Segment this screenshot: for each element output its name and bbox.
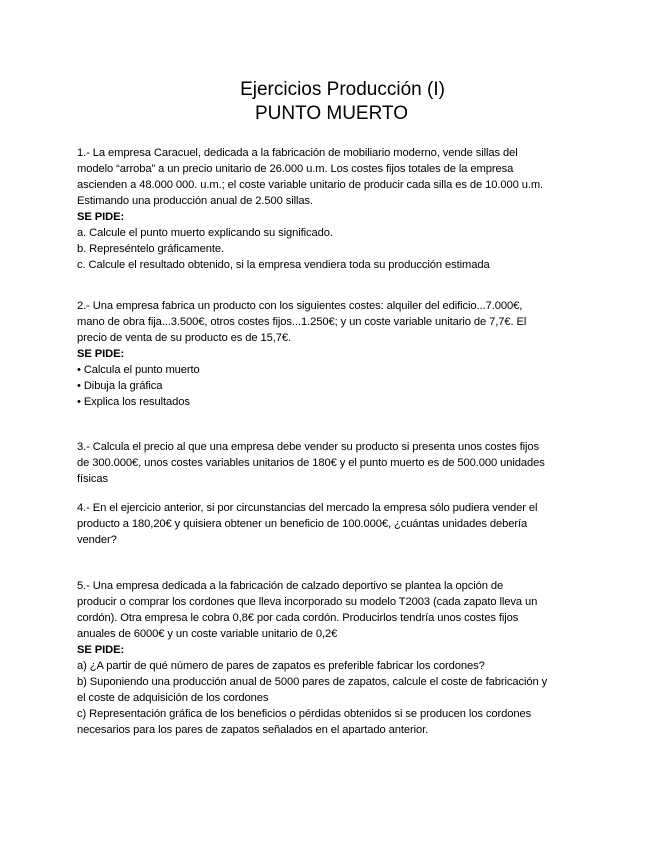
exercise-3: [77, 439, 587, 487]
exercise-2-line: 2.- Una empresa fabrica un producto con los siguientes costes: alquiler del edificio...7.000€,: [77, 300, 523, 312]
exercise-1-se-pide: SE PIDE:: [77, 211, 125, 223]
exercise-2-line: mano de obra fija...3.500€, otros costes fijos...1.250€; y un coste variable unitario de 7,7€. El: [77, 316, 527, 328]
exercise-4-line: producto a 180,20€ y quisiera obtener un beneficio de 100.000€, ¿cuántas unidades debería: [77, 518, 528, 530]
exercise-5-line: 5.- Una empresa dedicada a la fabricación de calzado deportivo se plantea la opción de: [77, 580, 504, 592]
exercise-5-line: cordón). Otra empresa le cobra 0,8€ por cada cordón. Producirlos tendría unos costes fijos: [77, 612, 519, 624]
title-line-1: Ejercicios Producción (I): [240, 79, 445, 100]
exercise-1-line: 1.- La empresa Caracuel, dedicada a la fabricación de mobiliario moderno, vende sillas del: [77, 147, 518, 159]
exercise-1-line: ascienden a 48.000 000. u.m.; el coste variable unitario de producir cada silla es de 10.000 u.m.: [77, 179, 544, 191]
exercise-1-line: modelo “arroba” a un precio unitario de 26.000 u.m. Los costes fijos totales de la empresa: [77, 163, 514, 175]
exercise-1-item-a: a. Calcule el punto muerto explicando su significado.: [77, 227, 333, 239]
exercise-5-item: el coste de adquisición de los cordones: [77, 692, 269, 704]
exercise-4: [77, 500, 587, 548]
exercise-3-line: 3.- Calcula el precio al que una empresa debe vender su producto si presenta unos costes fijos: [77, 441, 539, 453]
document-title: [0, 78, 655, 126]
exercise-2: [77, 298, 587, 410]
exercise-2-item-3: • Explica los resultados: [77, 396, 190, 408]
exercise-3-line: de 300.000€, unos costes variables unitarios de 180€ y el punto muerto es de 500.000 unidades: [77, 457, 545, 469]
exercise-4-line: vender?: [77, 534, 117, 546]
exercise-5-item: b) Suponiendo una producción anual de 5000 pares de zapatos, calcule el coste de fabricación y: [77, 676, 548, 688]
exercise-5-item: a) ¿A partir de qué número de pares de zapatos es preferible fabricar los cordones?: [77, 660, 485, 672]
exercise-2-se-pide: SE PIDE:: [77, 348, 125, 360]
exercise-1-item-c: c. Calcule el resultado obtenido, si la empresa vendiera toda su producción estimada: [77, 259, 490, 271]
exercise-5-se-pide: SE PIDE:: [77, 644, 125, 656]
exercise-1-item-b: b. Represéntelo gráficamente.: [77, 243, 224, 255]
exercise-3-line: físicas: [77, 473, 109, 485]
title-line-2: PUNTO MUERTO: [254, 103, 409, 124]
exercise-2-item-1: • Calcula el punto muerto: [77, 364, 200, 376]
exercise-4-line: 4.- En el ejercicio anterior, si por circunstancias del mercado la empresa sólo pudiera vender el: [77, 502, 538, 514]
exercise-1: [77, 145, 587, 273]
exercise-5-item: necesarios para los pares de zapatos señalados en el apartado anterior.: [77, 724, 429, 736]
exercise-1-line: Estimando una producción anual de 2.500 sillas.: [77, 195, 313, 207]
exercise-5-item: c) Representación gráfica de los beneficios o pérdidas obtenidos si se producen los cordones: [77, 708, 532, 720]
exercise-5: [77, 578, 587, 738]
exercise-2-line: precio de venta de su producto es de 15,7€.: [77, 332, 292, 344]
exercise-5-line: anuales de 6000€ y un coste variable unitario de 0,2€: [77, 628, 338, 640]
exercise-2-item-2: • Dibuja la gráfica: [77, 380, 163, 392]
exercise-5-line: producir o comprar los cordones que lleva incorporado su modelo T2003 (cada zapato lleva un: [77, 596, 538, 608]
